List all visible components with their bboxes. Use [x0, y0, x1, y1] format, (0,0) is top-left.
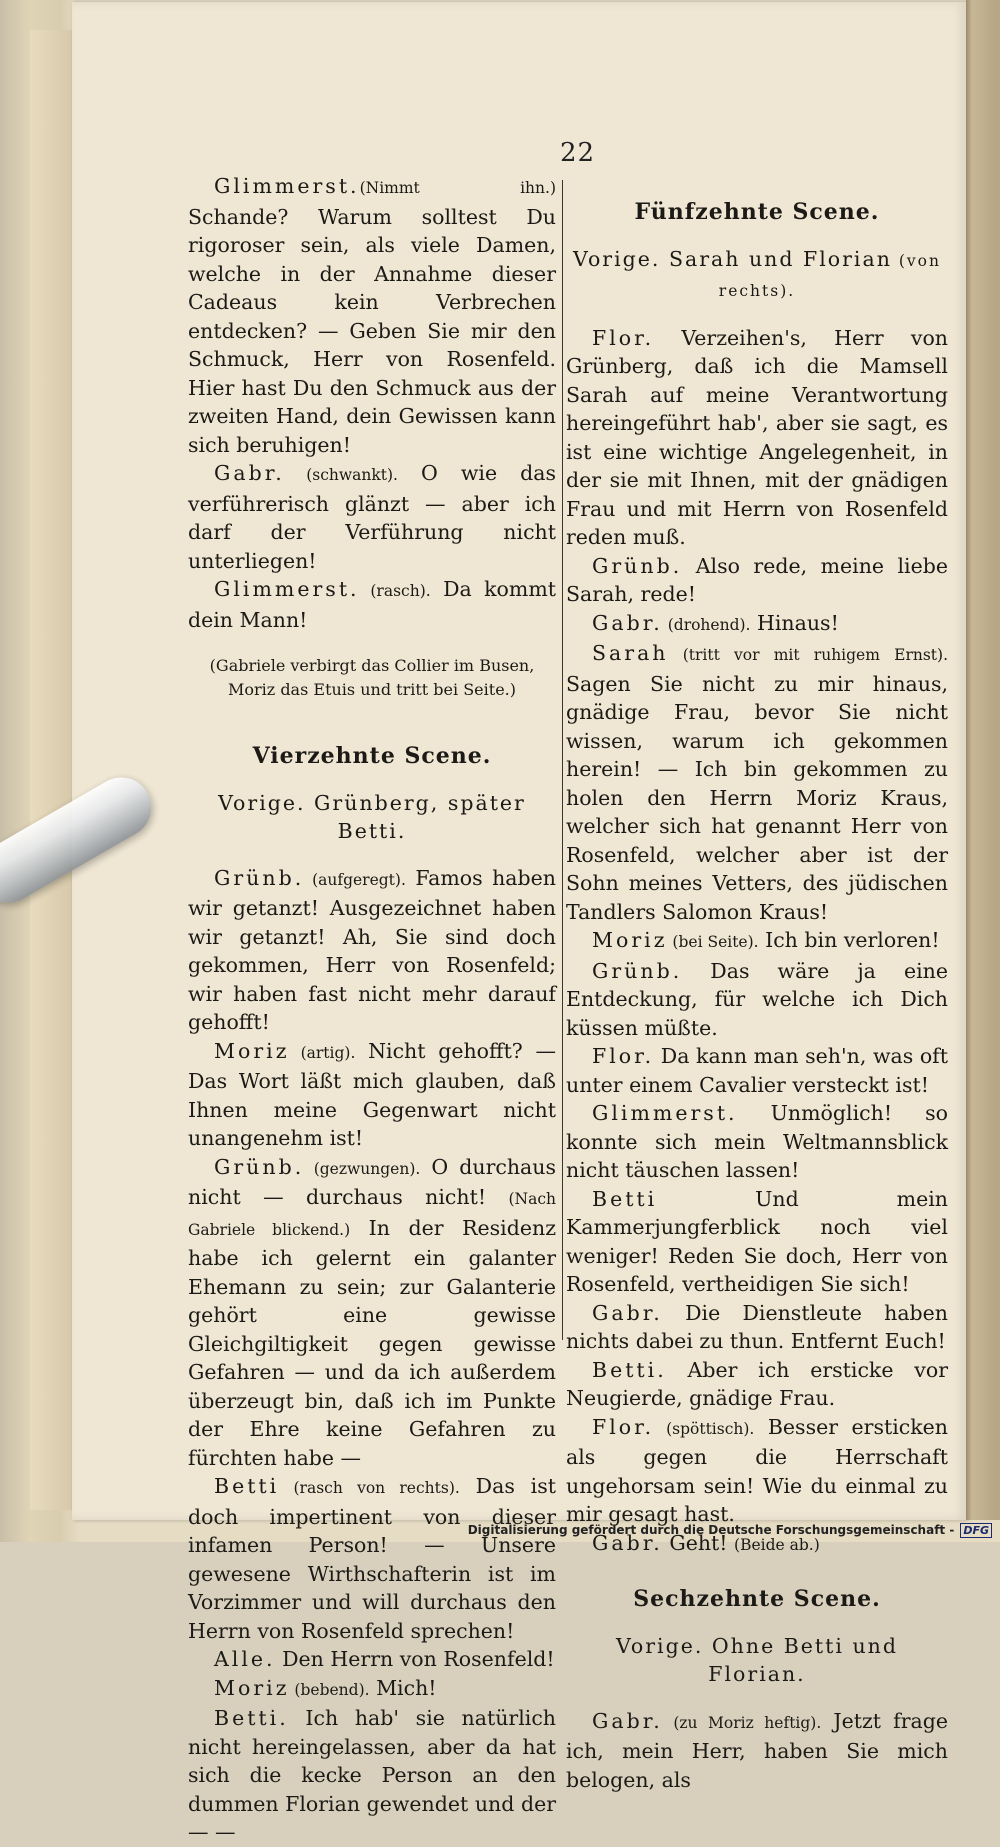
speaker-name: Glimmerst. — [592, 1101, 738, 1125]
scene-heading — [566, 1585, 948, 1614]
stage-direction: (zu Moriz heftig). — [662, 1713, 822, 1732]
dialogue-line — [188, 1645, 556, 1674]
speaker-name: Betti — [592, 1186, 658, 1211]
speaker-name: Gabr. — [592, 1300, 663, 1325]
dfg-logo: DFG — [960, 1523, 992, 1538]
dialogue-line — [188, 575, 556, 634]
speaker-name: Betti. — [592, 1357, 667, 1382]
dialogue-text: Da kann man seh'n, was oft unter einem Cavalier versteckt ist! — [566, 1044, 948, 1097]
speaker-name: Flor. — [592, 1044, 655, 1068]
speaker-name: Moriz — [214, 1675, 290, 1700]
stage-direction: (rasch von rechts). — [279, 1479, 460, 1497]
dialogue-line — [566, 639, 948, 926]
dialogue-line — [566, 1299, 948, 1356]
dialogue-text: Also rede, meine liebe Sarah, rede! — [566, 553, 948, 606]
dialogue-line — [566, 1707, 948, 1795]
dialogue-text: Die Dienstleute haben nichts dabei zu thun. Entfernt Euch! — [566, 1300, 948, 1353]
speaker-name: Grünb. — [592, 553, 683, 578]
dialogue-text: Aber ich ersticke vor Neugierde, gnädige Frau. — [566, 1357, 948, 1410]
speaker-name: Moriz — [592, 928, 668, 952]
dialogue-text: Das ist doch impertinent von dieser infamen Person! — Unsere gewesene Wirthschafterin ist im Vorzimmer und will durchaus den Herrn von Rosenfeld sprechen! — [188, 1474, 557, 1643]
dialogue-line — [566, 1413, 948, 1529]
cast-names: Vorige. Ohne Betti und Florian. — [615, 1633, 899, 1686]
speaker-name: Grünb. — [214, 865, 305, 890]
stage-direction: (Nach Gabriele blickend.) — [188, 1190, 556, 1239]
dialogue-text: Das wäre ja eine Entdeckung, für welche ich Dich küssen müßte. — [566, 958, 948, 1040]
dialogue-line — [566, 957, 948, 1043]
speaker-name: Betti. — [214, 1706, 289, 1730]
stage-direction: (schwankt). — [284, 466, 398, 484]
dialogue-text: O wie das verführerisch glänzt — aber ich darf der Verführung nicht unterliegen! — [188, 461, 556, 573]
dialogue-line — [188, 864, 556, 1037]
stage-direction: (tritt vor mit ruhigem Ernst). — [668, 646, 948, 664]
scene-heading — [188, 742, 556, 771]
stage-direction: (bebend). — [289, 1680, 370, 1699]
dialogue-line — [188, 1674, 556, 1705]
dialogue-text: Den Herrn von Rosenfeld! — [275, 1647, 555, 1671]
footer-credit — [468, 1523, 992, 1538]
dialogue-text: Da kommt dein Mann! — [188, 577, 556, 632]
scene-title: Sechzehnte Scene. — [633, 1586, 881, 1612]
stage-direction: (gezwungen). — [304, 1159, 421, 1178]
dialogue-line — [566, 552, 948, 609]
scene-heading — [566, 198, 948, 227]
speaker-name: Gabr. — [592, 1530, 663, 1555]
dialogue-text: Famos haben wir getanzt! Ausgezeichnet haben wir getanzt! Ah, Sie sind doch gekommen, Herr von Rosenfeld; wir haben fast nicht mehr darauf gehofft! — [188, 865, 556, 1034]
dialogue-text: Verzeihen's, Herr von Grünberg, daß ich die Mamsell Sarah auf meine Verantwortung hereingeführt hab', aber sie sagt, es ist eine wichtige Angelegenheit, in der sie mit Ihnen, mit der gnädigen Frau und mit Herrn von Rosenfeld reden muß. — [566, 325, 948, 549]
speaker-name: Gabr. — [592, 1708, 663, 1733]
dialogue-text: Besser ersticken als gegen die Herrschaft ungehorsam sein! Wie du einmal zu mir gesagt hast. — [566, 1414, 948, 1526]
cast-list — [566, 1632, 948, 1689]
speaker-name: Grünb. — [592, 958, 683, 983]
stage-direction: (aufgeregt). — [304, 870, 406, 889]
stage-note — [188, 654, 556, 702]
speaker-name: Moriz — [214, 1038, 290, 1063]
right-text-column — [566, 172, 948, 1794]
book-spine-edge — [966, 0, 1000, 1520]
speaker-name: Flor. — [592, 1414, 655, 1439]
left-text-column — [188, 172, 556, 1847]
speaker-name: Gabr. — [592, 610, 663, 635]
dialogue-line — [566, 1042, 948, 1099]
stage-direction: (von rechts). — [718, 251, 941, 300]
dialogue-text: Unmöglich! so konnte sich mein Weltmannsblick nicht täuschen lassen! — [566, 1101, 948, 1182]
column-divider — [562, 180, 563, 1340]
stage-direction: (rasch). — [359, 582, 431, 600]
speaker-name: Sarah — [592, 641, 669, 665]
stage-direction: (Nimmt ihn.) — [359, 179, 556, 197]
stage-direction: (bei Seite). — [667, 933, 759, 951]
cast-list — [188, 789, 556, 846]
dialogue-text: Schande? Warum solltest Du rigoroser sein, als viele Damen, welche in der Annahme dieser Cadeaus kein Verbrechen entdecken? — Geben Sie mir den Schmuck, Herr von Rosenfeld. — [188, 204, 556, 371]
dialogue-line — [188, 1153, 556, 1473]
scene-title: Fünfzehnte Scene. — [634, 199, 880, 225]
dialogue-text: Hier hast Du den Schmuck aus der zweiten Hand, dein Gewissen kann sich beruhigen! — [188, 375, 556, 457]
page-number: 22 — [560, 138, 596, 168]
dialogue-line — [566, 1185, 948, 1299]
dialogue-text: Geht! — [662, 1530, 735, 1555]
stage-direction: (drohend). — [662, 615, 751, 634]
dialogue-text: Und mein Kammerjungferblick noch viel weniger! Reden Sie doch, Herr von Rosenfeld, vertheidigen Sie sich! — [566, 1186, 948, 1296]
cast-names: Vorige. Sarah und Florian — [573, 246, 892, 271]
stage-note-text: (Gabriele verbirgt das Collier im Busen, Moriz das Etuis und tritt bei Seite.) — [209, 656, 535, 699]
dialogue-text: Jetzt frage ich, mein Herr, haben Sie mich belogen, als — [566, 1708, 948, 1792]
dialogue-text: In der Residenz habe ich gelernt ein galanter Ehemann zu sein; zur Galanterie gehört eine gewisse Gleichgiltigkeit gegen gewisse Gefahren — und da ich außerdem überzeugt bin, daß ich im Punkte der Ehre keine Gefahren zu fürchten habe — — [188, 1215, 556, 1470]
stage-direction: (spöttisch). — [654, 1419, 755, 1438]
speaker-name: Grünb. — [214, 1154, 305, 1179]
cast-names: Vorige. Grünberg, später Betti. — [218, 790, 526, 843]
dialogue-line — [188, 1472, 556, 1645]
speaker-name: Glimmerst. — [214, 174, 360, 198]
speaker-name: Betti — [214, 1474, 280, 1498]
speaker-name: Flor. — [592, 325, 655, 350]
dialogue-line — [188, 459, 556, 575]
dialogue-text: Mich! — [369, 1675, 437, 1700]
dialogue-text: Nicht gehofft? — Das Wort läßt mich glauben, daß Ihnen meine Gegenwart nicht unangenehm ist! — [188, 1038, 556, 1150]
dialogue-line — [566, 609, 948, 640]
page-stack-edge — [30, 30, 75, 1510]
dialogue-text: Hinaus! — [750, 610, 839, 635]
speaker-name: Glimmerst. — [214, 577, 360, 601]
footer-text: Digitalisierung gefördert durch die Deutsche Forschungsgemeinschaft - — [467, 1523, 955, 1537]
cast-list — [566, 245, 948, 306]
dialogue-line — [566, 1099, 948, 1185]
dialogue-line — [566, 1356, 948, 1413]
speaker-name: Alle. — [214, 1647, 276, 1671]
stage-direction: (artig). — [289, 1043, 356, 1062]
speaker-name: Gabr. — [214, 461, 285, 485]
scene-title: Vierzehnte Scene. — [252, 743, 492, 769]
dialogue-text: O durchaus nicht — durchaus nicht! — [188, 1154, 556, 1209]
dialogue-line — [566, 324, 948, 552]
dialogue-line — [566, 926, 948, 957]
dialogue-line — [188, 1037, 556, 1153]
dialogue-line — [188, 172, 556, 459]
dialogue-line — [188, 1704, 556, 1847]
stage-direction: (Beide ab.) — [734, 1535, 820, 1554]
dialogue-text: Sagen Sie nicht zu mir hinaus, gnädige Frau, bevor Sie nicht wissen, warum ich gekommen herein! — Ich bin gekommen zu holen den Herrn Moriz Kraus, welcher sich hat genannt Herr von Rosenfeld, welcher aber ist der Sohn meines Vetters, des jüdischen Tandlers Salomon Kraus! — [566, 671, 948, 924]
dialogue-text: Ich bin verloren! — [758, 928, 940, 952]
dialogue-text: Ich hab' sie natürlich nicht hereingelassen, aber da hat sich die kecke Person an den dummen Florian gewendet und der — — — [188, 1706, 556, 1844]
